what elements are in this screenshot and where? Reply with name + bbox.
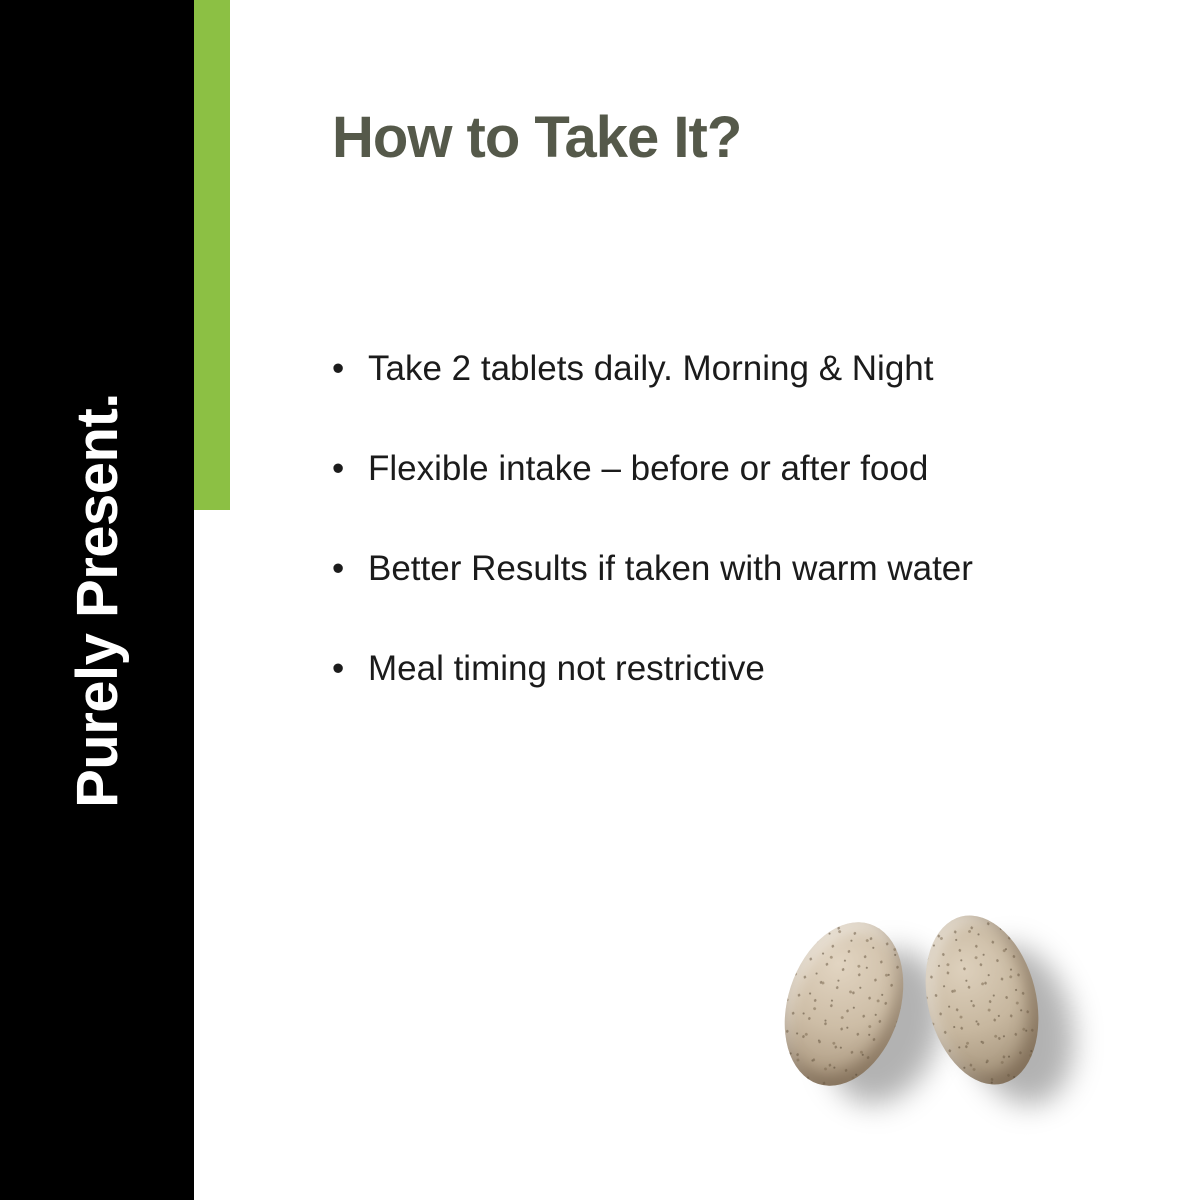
- list-item: [332, 348, 1132, 390]
- bullet-dot-icon: •: [332, 349, 345, 388]
- list-item: [332, 648, 1132, 690]
- bullet-dot-icon: •: [332, 449, 345, 488]
- brand-wordmark-label: Purely Present.: [64, 392, 130, 808]
- list-item: [332, 548, 1132, 590]
- list-item-label: Take 2 tablets daily. Morning & Night: [368, 349, 934, 388]
- bullet-dot-icon: •: [332, 649, 345, 688]
- bullet-list: [332, 348, 1132, 748]
- tablets-image: [760, 890, 1120, 1150]
- list-item-label: Flexible intake – before or after food: [368, 449, 929, 488]
- list-item: [332, 448, 1132, 490]
- bullet-dot-icon: •: [332, 549, 345, 588]
- list-item-label: Meal timing not restrictive: [368, 649, 765, 688]
- list-item-label: Better Results if taken with warm water: [368, 549, 973, 588]
- green-accent-stripe: [194, 0, 230, 510]
- page-title: How to Take It?: [332, 105, 742, 170]
- brand-wordmark: [0, 0, 194, 1200]
